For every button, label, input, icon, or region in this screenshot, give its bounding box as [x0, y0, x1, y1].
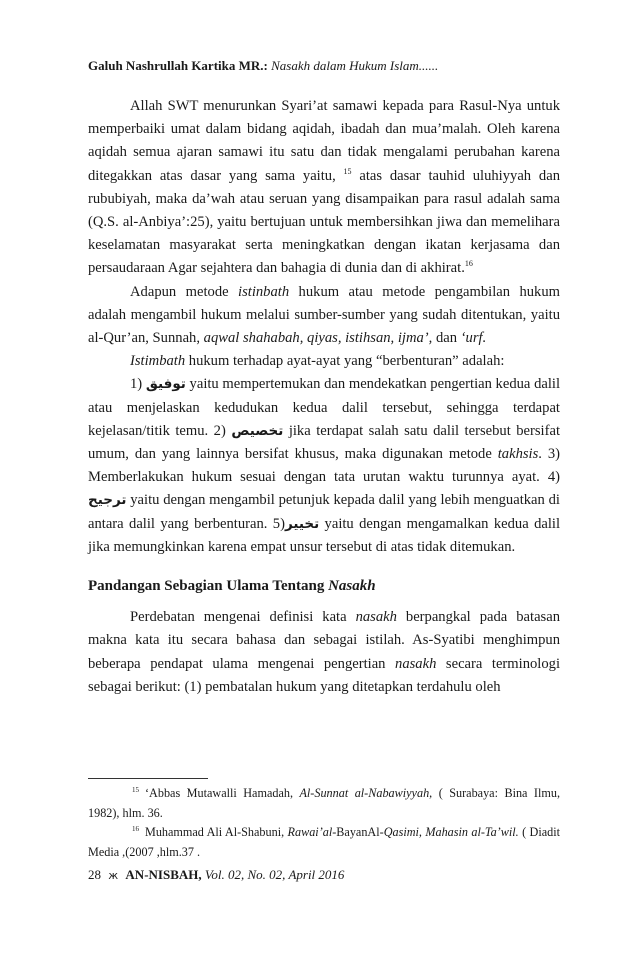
italic-term: nasakh	[355, 609, 397, 626]
journal-issue: Vol. 02, No. 02, April 2016	[204, 867, 345, 882]
italic-term: Istimbath	[130, 353, 186, 370]
text-span: Muhammad Ali Al-Shabuni,	[145, 825, 288, 839]
footnote-ref-15[interactable]: 15	[343, 166, 352, 176]
text-span: hukum terhadap ayat-ayat yang “berbenturan” adalah:	[185, 353, 505, 370]
italic-term: ‘urf.	[460, 330, 487, 347]
journal-name: AN-NISBAH,	[125, 867, 202, 882]
italic-title: Rawai’al-	[287, 825, 337, 839]
arabic-term-tarjih: ترجيح	[88, 492, 127, 509]
text-span: dan	[432, 330, 461, 347]
footnote-number: 16	[132, 825, 139, 833]
italic-title: Al-Sunnat al-Nabawiyyah,	[299, 786, 433, 800]
paragraph-1	[88, 95, 560, 281]
text-span: berpangkal pada batasan makna kata itu secara bahasa dan sebagai istilah. As-Syatibi menghimpun beberapa pendapat ulama mengenai pengertian	[88, 609, 560, 672]
separator-glyph: ж	[108, 869, 119, 882]
text-span: hukum atau metode pengambilan hukum adalah mengambil hukum melalui sumber-sumber yang sudah ditentukan, yaitu al-Qur’an, Sunnah,	[88, 283, 560, 347]
text-span: ( Surabaya: Bina Ilmu, 1982), hlm. 36.	[88, 786, 560, 820]
page-footer	[88, 867, 560, 883]
text-span: jika terdapat salah satu dalil tersebut bersifat umum, dan yang lainnya bersifat khusus, maka digunakan metode	[88, 422, 561, 463]
text-span: 1)	[130, 376, 146, 393]
footnote-number: 15	[132, 786, 139, 794]
arabic-term-takhyir: تخيير	[284, 515, 320, 532]
section-heading	[88, 575, 560, 598]
italic-term: takhsis	[497, 446, 539, 463]
text-span: ‘Abbas Mutawalli Hamadah,	[145, 786, 300, 800]
footnote-ref-16[interactable]: 16	[464, 259, 473, 269]
text-span: yaitu mempertemukan dan mendekatkan pengertian kedua dalil atau menjelaskan kedudukan kedua dalil tersebut, sehingga terdapat kejelasan/titik temu. 2)	[88, 376, 561, 439]
text-span: Allah SWT menurunkan Syari’at samawi kepada para Rasul-Nya untuk memperbaiki umat dalam bidang aqidah, ibadah dan mua’malah. Oleh karena aqidah semua ajaran samawi itu satu dan tidak mengalami perubahan karena ditegakkan atas dasar yang sama yaitu,	[88, 98, 560, 184]
section-heading-italic: Nasakh	[328, 578, 376, 595]
text-span: Perdebatan mengenai definisi kata	[130, 609, 356, 626]
arabic-term-taufiq: توفيق	[145, 376, 186, 393]
article-body	[88, 95, 560, 699]
running-head-title: Nasakh dalam Hukum Islam......	[271, 58, 439, 73]
text-span: ( Diadit Media ,(2007 ,hlm.37 .	[88, 825, 560, 859]
text-span: . 3) Memberlakukan hukum sesuai dengan tata urutan waktu turunnya ayat. 4)	[88, 446, 560, 486]
text-span: Adapun metode	[130, 283, 239, 300]
italic-term: aqwal shahabah, qiyas, istihsan, ijma’,	[203, 330, 433, 347]
paragraph-4	[88, 373, 560, 559]
running-head-author: Galuh Nashrullah Kartika MR.:	[88, 58, 268, 73]
paragraph-2	[88, 281, 560, 351]
italic-term: nasakh	[395, 655, 437, 672]
section-heading-text: Pandangan Sebagian Ulama Tentang	[88, 578, 329, 595]
italic-title: Qasimi, Mahasin al-Ta’wil.	[383, 825, 519, 839]
text-span: yaitu dengan mengamalkan kedua dalil jika memungkinkan karena empat unsur tersebut di atas tidak ditemukan.	[88, 515, 561, 555]
arabic-term-takhsis: تخصيص	[231, 422, 284, 439]
paragraph-5	[88, 606, 560, 699]
page-number: 28	[88, 867, 101, 882]
running-head	[88, 58, 560, 74]
text-span: yaitu dengan mengambil petunjuk kepada dalil yang lebih menguatkan di antara dalil yang berbenturan. 5)	[88, 492, 560, 532]
text-span: BayanAl-	[336, 825, 384, 839]
paragraph-3	[88, 350, 560, 373]
text-span: secara terminologi sebagai berikut: (1) pembatalan hukum yang ditetapkan terdahulu oleh	[88, 655, 560, 695]
footnote-divider	[88, 778, 208, 779]
text-span: atas dasar tauhid uluhiyyah dan rububiyah, maka da’wah atau seruan yang disampaikan para rasul adalah sama (Q.S. al-Anbiya’:25), yaitu bertujuan untuk membersihkan jiwa dan memelihara keselamatan masyarakat serta meningkatkan dengan ikatan kerjasama dan persaudaraan Agar sejahtera dan bahagia di dunia dan di akhirat.	[88, 167, 560, 277]
italic-term: istinbath	[238, 283, 290, 300]
footnote-15	[88, 784, 560, 823]
footnotes	[88, 784, 560, 862]
footnote-16	[88, 823, 560, 862]
